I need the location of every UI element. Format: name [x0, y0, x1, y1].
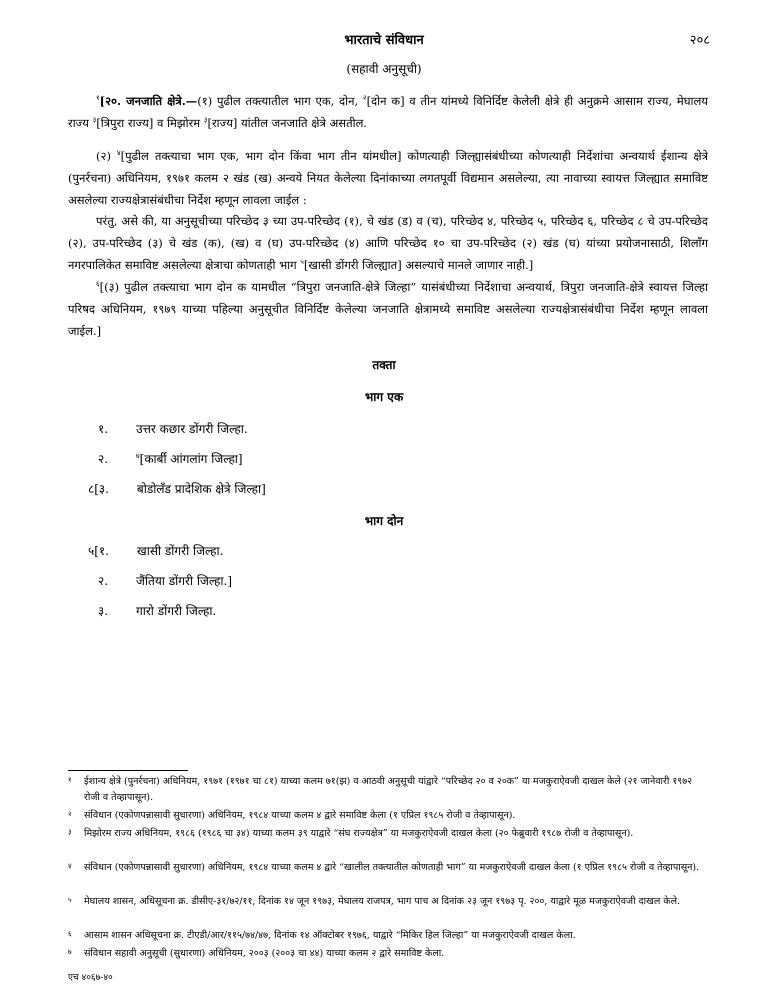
footnote: ३ मिझोरम राज्य अधिनियम, १९८६ (१९८६ चा ३४) याच्या कलम ३९ याद्वारे “संघ राज्यक्षेत्र” या मजकुराऐवजी दाखल केला (२० फेब्रुवारी १९८७ रोजी व तेव्हापासून). — [68, 828, 634, 839]
list-item: ५[१. खासी डोंगरी जिल्हा. — [88, 544, 224, 558]
footnote: २ संविधान (एकोणपन्नासावी सुधारणा) अधिनियम, १९८४ याच्या कलम ४ द्वारे समाविष्ट केला (१ एप्रिल १९८५ रोजी व तेव्हापासून). — [68, 810, 516, 821]
footnote-ref[interactable]: ६ — [96, 280, 100, 289]
footnote: ५ मेघालय शासन, अधिसूचना क्र. डीसीए-३१/७२/११, दिनांक १४ जून १९७३, मेघालय राजपत्र, भाग पाच अ दिनांक २३ जून १९७३ पृ. २००, याद्वारे मूळ मजकुराऐवजी दाखल केले. — [68, 896, 681, 907]
footnote: १ ईशान्य क्षेत्रे (पुनर्रचना) अधिनियम, १९७१ (१९७१ चा ८१) याच्या कलम ७१(झ) व आठवी अनुसूची यांद्वारे “परिच्छेद २० व २०क” या मजकुराऐवजी दाखल केले (२१ जानेवारी १९७२ रोजी व तेव्हापासून). — [68, 776, 693, 803]
page-header-title: भारताचे संविधान — [344, 33, 424, 48]
paragraph-proviso: परंतु, असे की, या अनुसूचीच्या परिच्छेद ३ च्या उप-परिच्छेद (१), चे खंड (ड) व (च), परिच्छेद ४, परिच्छेद ५, परिच्छेद ६, परिच्छेद ८ चे उप-परिच्छेद (२), उप-परिच्छेद (३) चे खंड (क), (ख) व (घ) उप-परिच्छेद (४) आणि परिच्छेद १० चा उप-परिच्छेद (२) खंड (घ) यांच्या प्रयोजनासाठी, शिलाँग नगरपालिकेत समाविष्ट असलेल्या क्षेत्राचा कोणताही भाग $^५$[खासी डोंगरी जिल्ह्यात] असल्याचे मानले जाणार नाही.] — [68, 214, 708, 272]
paragraph-20-1: $^१$[२०. जनजाति क्षेत्रे.—(१) पुढील तक्त्यातील भाग एक, दोन, $^२$[दोन क] व तीन यांमध्ये विनिर्दिष्ट केलेली क्षेत्रे ही अनुक्रमे आसाम राज्य, मेघालय राज्य $^३$[त्रिपुरा राज्य] व मिझोरम $^३$[राज्य] यांतील जनजाति क्षेत्रे असतील. — [68, 94, 708, 130]
list-item: २. $^७$[कार्बी आंगलांग जिल्हा] — [98, 452, 243, 466]
paragraph-20-2: (२) $^४$[पुढील तक्त्याचा भाग एक, भाग दोन किंवा भाग तीन यांमधील] कोणत्याही जिल्ह्यासंबंधीच्या कोणत्याही निर्देशांचा अन्वयार्थ ईशान्य क्षेत्रे (पुनर्रचना) अधिनियम, १९७१ कलम २ खंड (ख) अन्वये नियत केलेल्या दिनांकाच्या लगतपूर्वी विद्यमान असलेल्या, त्या नावाच्या स्वायत्त जिल्ह्यात समाविष्ट असलेल्या राज्यक्षेत्रासंबंधीचा निर्देश म्हणून लावला जाईल : — [68, 149, 708, 207]
list-item: ३. गारो डोंगरी जिल्हा. — [98, 604, 217, 618]
footnote-ref[interactable]: ७ — [136, 452, 140, 460]
footnote: ७ संविधान सहावी अनुसूची (सुधारणा) अधिनियम, २००३ (२००३ चा ४४) याच्या कलम २ द्वारे समाविष्ट केला. — [68, 948, 445, 959]
printer-code: एच ४०६७-४० — [68, 973, 113, 983]
footnote-ref[interactable]: ३ — [203, 116, 208, 125]
schedule-subtitle: (सहावी अनुसूची) — [346, 62, 422, 76]
footnote-ref[interactable]: ५ — [300, 258, 304, 267]
table-heading: तक्ता — [372, 358, 396, 372]
part-one-heading: भाग एक — [364, 390, 404, 404]
part-two-heading: भाग दोन — [364, 514, 404, 528]
section-heading: [२०. जनजाति क्षेत्रे.— — [99, 94, 198, 108]
footnote-ref[interactable]: ३ — [92, 116, 97, 125]
footnote-ref[interactable]: १ — [96, 94, 100, 103]
footnote-ref[interactable]: ४ — [116, 149, 121, 158]
paragraph-20-3: $^६$[(३) पुढील तक्त्याचा भाग दोन क यामधील “त्रिपुरा जनजाति-क्षेत्रे जिल्हा” यासंबंधीच्या निर्देशाचा अन्वयार्थ, त्रिपुरा जनजाति-क्षेत्रे स्वायत्त जिल्हा परिषद अधिनियम, १९७९ याच्या पहिल्या अनुसूचीत विनिर्दिष्ट केलेल्या जनजाति क्षेत्रामध्ये समाविष्ट असलेल्या राज्यक्षेत्रासंबंधीचा निर्देश म्हणून लावला जाईल.] — [68, 280, 708, 338]
footnote-ref[interactable]: २ — [362, 94, 367, 103]
footnote: ६ आसाम शासन अधिसूचना क्र. टीएडी/आर/११५/७४/४७, दिनांक १४ ऑक्टोबर १९७६, याद्वारे “मिकिर हिल जिल्हा” या मजकुराऐवजी दाखल केला. — [68, 930, 576, 941]
list-item: ८[३. बोडोलँड प्रादेशिक क्षेत्रे जिल्हा] — [88, 482, 266, 496]
list-item: १. उत्तर कछार डोंगरी जिल्हा. — [98, 422, 248, 436]
footnote: ४ संविधान (एकोणपन्नासावी सुधारणा) अधिनियम, १९८४ याच्या कलम ४ द्वारे “खालील तक्त्यातील कोणताही भाग” या मजकुराऐवजी दाखल केला (१ एप्रिल १९८५ रोजी व तेव्हापासून). — [68, 862, 700, 873]
footnote-divider — [68, 770, 188, 771]
list-item: २. जैंतिया डोंगरी जिल्हा.] — [98, 574, 233, 588]
page-number: २०८ — [689, 33, 710, 48]
